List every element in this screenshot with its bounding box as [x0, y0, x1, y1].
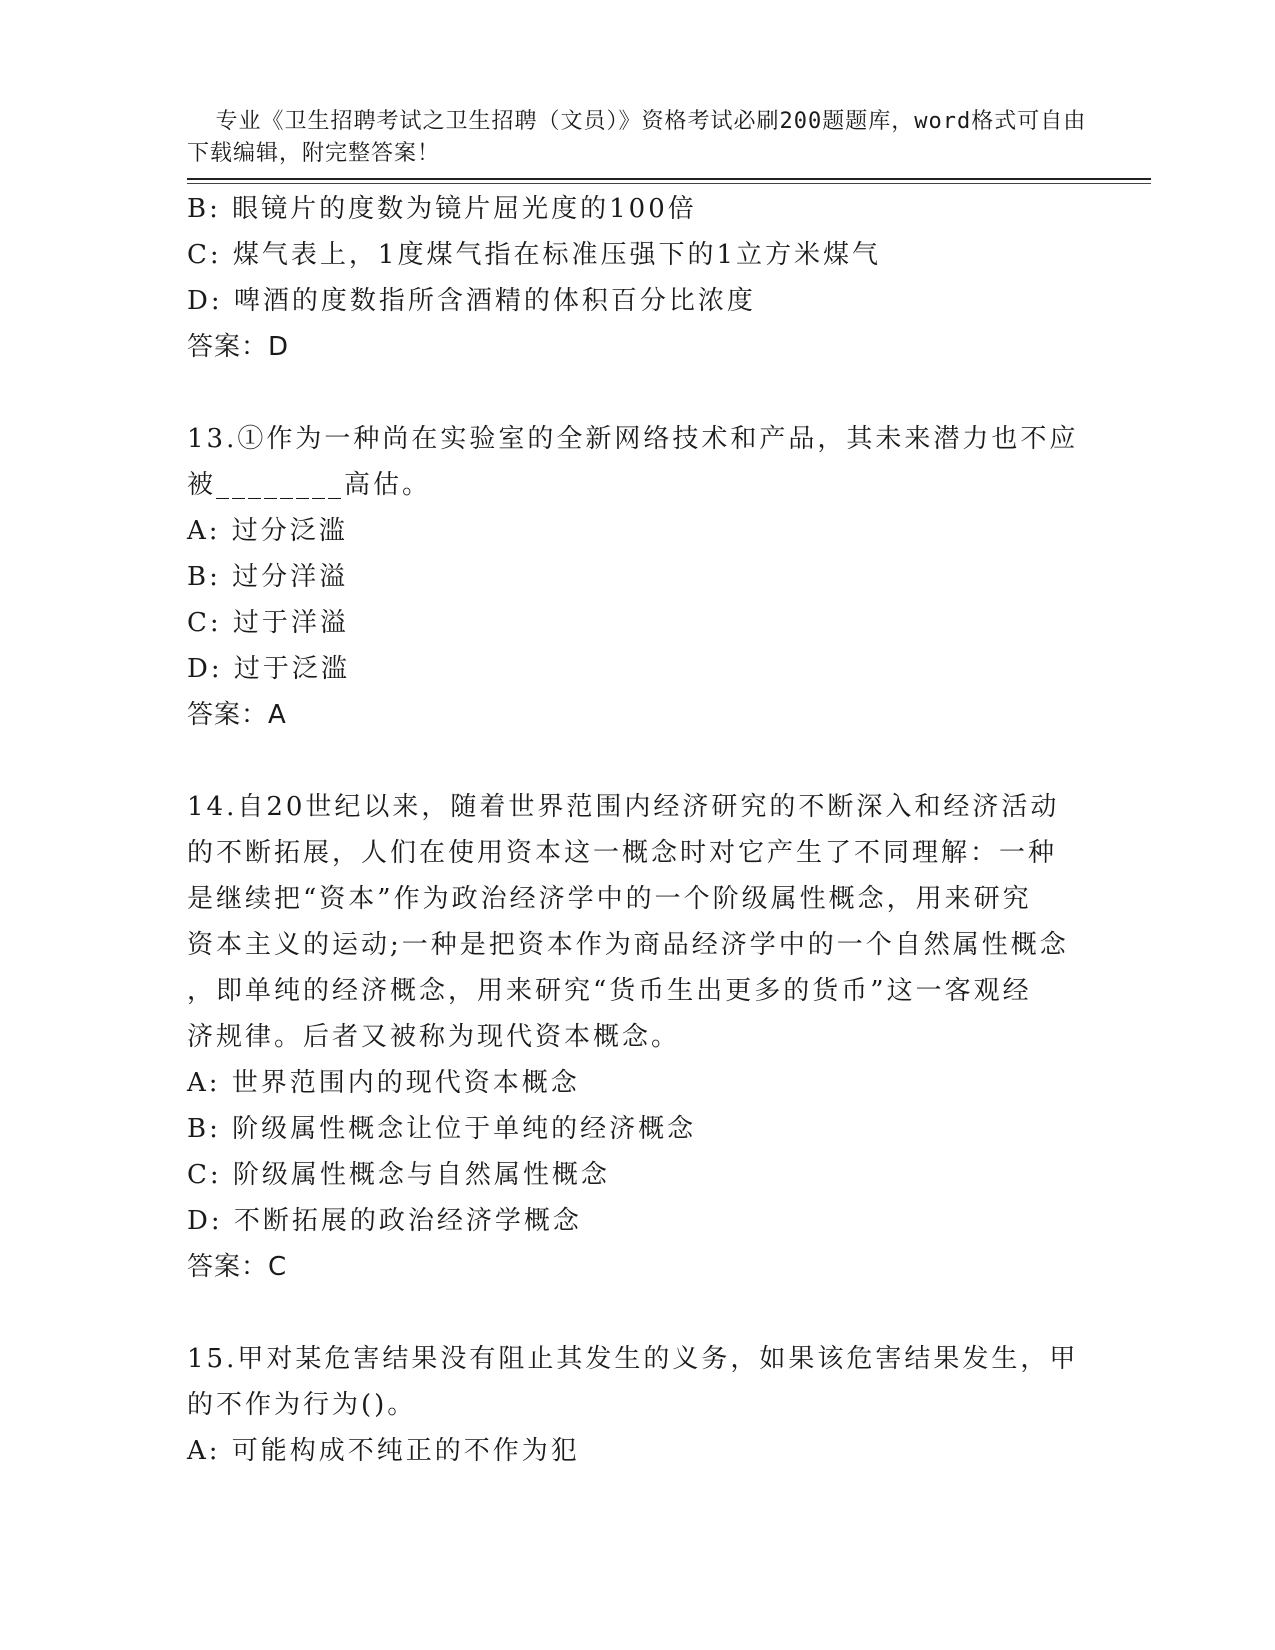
answer-line: 答案：D	[187, 332, 290, 362]
question-stem-line: 被________高估。	[187, 470, 432, 500]
option-b: B: 阶级属性概念让位于单纯的经济概念	[187, 1114, 697, 1144]
spacer	[187, 1290, 1087, 1336]
header-divider-thin	[187, 183, 1151, 184]
question-14	[187, 784, 1087, 1290]
question-stem-line: 15.甲对某危害结果没有阻止其发生的义务，如果该危害结果发生，甲	[187, 1344, 1079, 1374]
option-a: A: 可能构成不纯正的不作为犯	[187, 1436, 580, 1466]
question-stem-line: 资本主义的运动;一种是把资本作为商品经济学中的一个自然属性概念	[187, 930, 1069, 960]
option-b: B: 过分洋溢	[187, 562, 349, 592]
option-a: A: 世界范围内的现代资本概念	[187, 1068, 580, 1098]
question-stem-line: 13.①作为一种尚在实验室的全新网络技术和产品，其未来潜力也不应	[187, 424, 1079, 454]
option-c: C: 过于洋溢	[187, 608, 349, 638]
question-stem-line: 济规律。后者又被称为现代资本概念。	[187, 1022, 681, 1052]
header-divider-thick	[187, 178, 1151, 180]
option-d: D: 过于泛滥	[187, 654, 350, 684]
question-13	[187, 416, 1087, 738]
question-12-continuation	[187, 186, 1087, 370]
question-stem-line: 的不断拓展，人们在使用资本这一概念时对它产生了不同理解：一种	[187, 838, 1058, 868]
option-c: C: 阶级属性概念与自然属性概念	[187, 1160, 610, 1190]
question-stem-line: 14.自20世纪以来，随着世界范围内经济研究的不断深入和经济活动	[187, 792, 1060, 822]
question-stem-line: 的不作为行为()。	[187, 1390, 417, 1420]
question-stem-line: 是继续把“资本”作为政治经济学中的一个阶级属性概念，用来研究	[187, 884, 1032, 914]
header-text: 专业《卫生招聘考试之卫生招聘（文员）》资格考试必刷200题题库，word格式可自由下载编辑，附完整答案！	[187, 109, 1087, 166]
answer-line: 答案：C	[187, 1252, 288, 1282]
option-b: B: 眼镜片的度数为镜片屈光度的100倍	[187, 194, 697, 224]
document-body	[187, 186, 1087, 1474]
spacer	[187, 370, 1087, 416]
spacer	[187, 738, 1087, 784]
option-d: D: 啤酒的度数指所含酒精的体积百分比浓度	[187, 286, 756, 316]
answer-line: 答案：A	[187, 700, 287, 730]
option-a: A: 过分泛滥	[187, 516, 348, 546]
question-15	[187, 1336, 1087, 1474]
question-stem-line: ，即单纯的经济概念，用来研究“货币生出更多的货币”这一客观经	[187, 976, 1032, 1006]
document-header	[187, 74, 1087, 170]
option-d: D: 不断拓展的政治经济学概念	[187, 1206, 582, 1236]
option-c: C: 煤气表上，1度煤气指在标准压强下的1立方米煤气	[187, 240, 882, 270]
